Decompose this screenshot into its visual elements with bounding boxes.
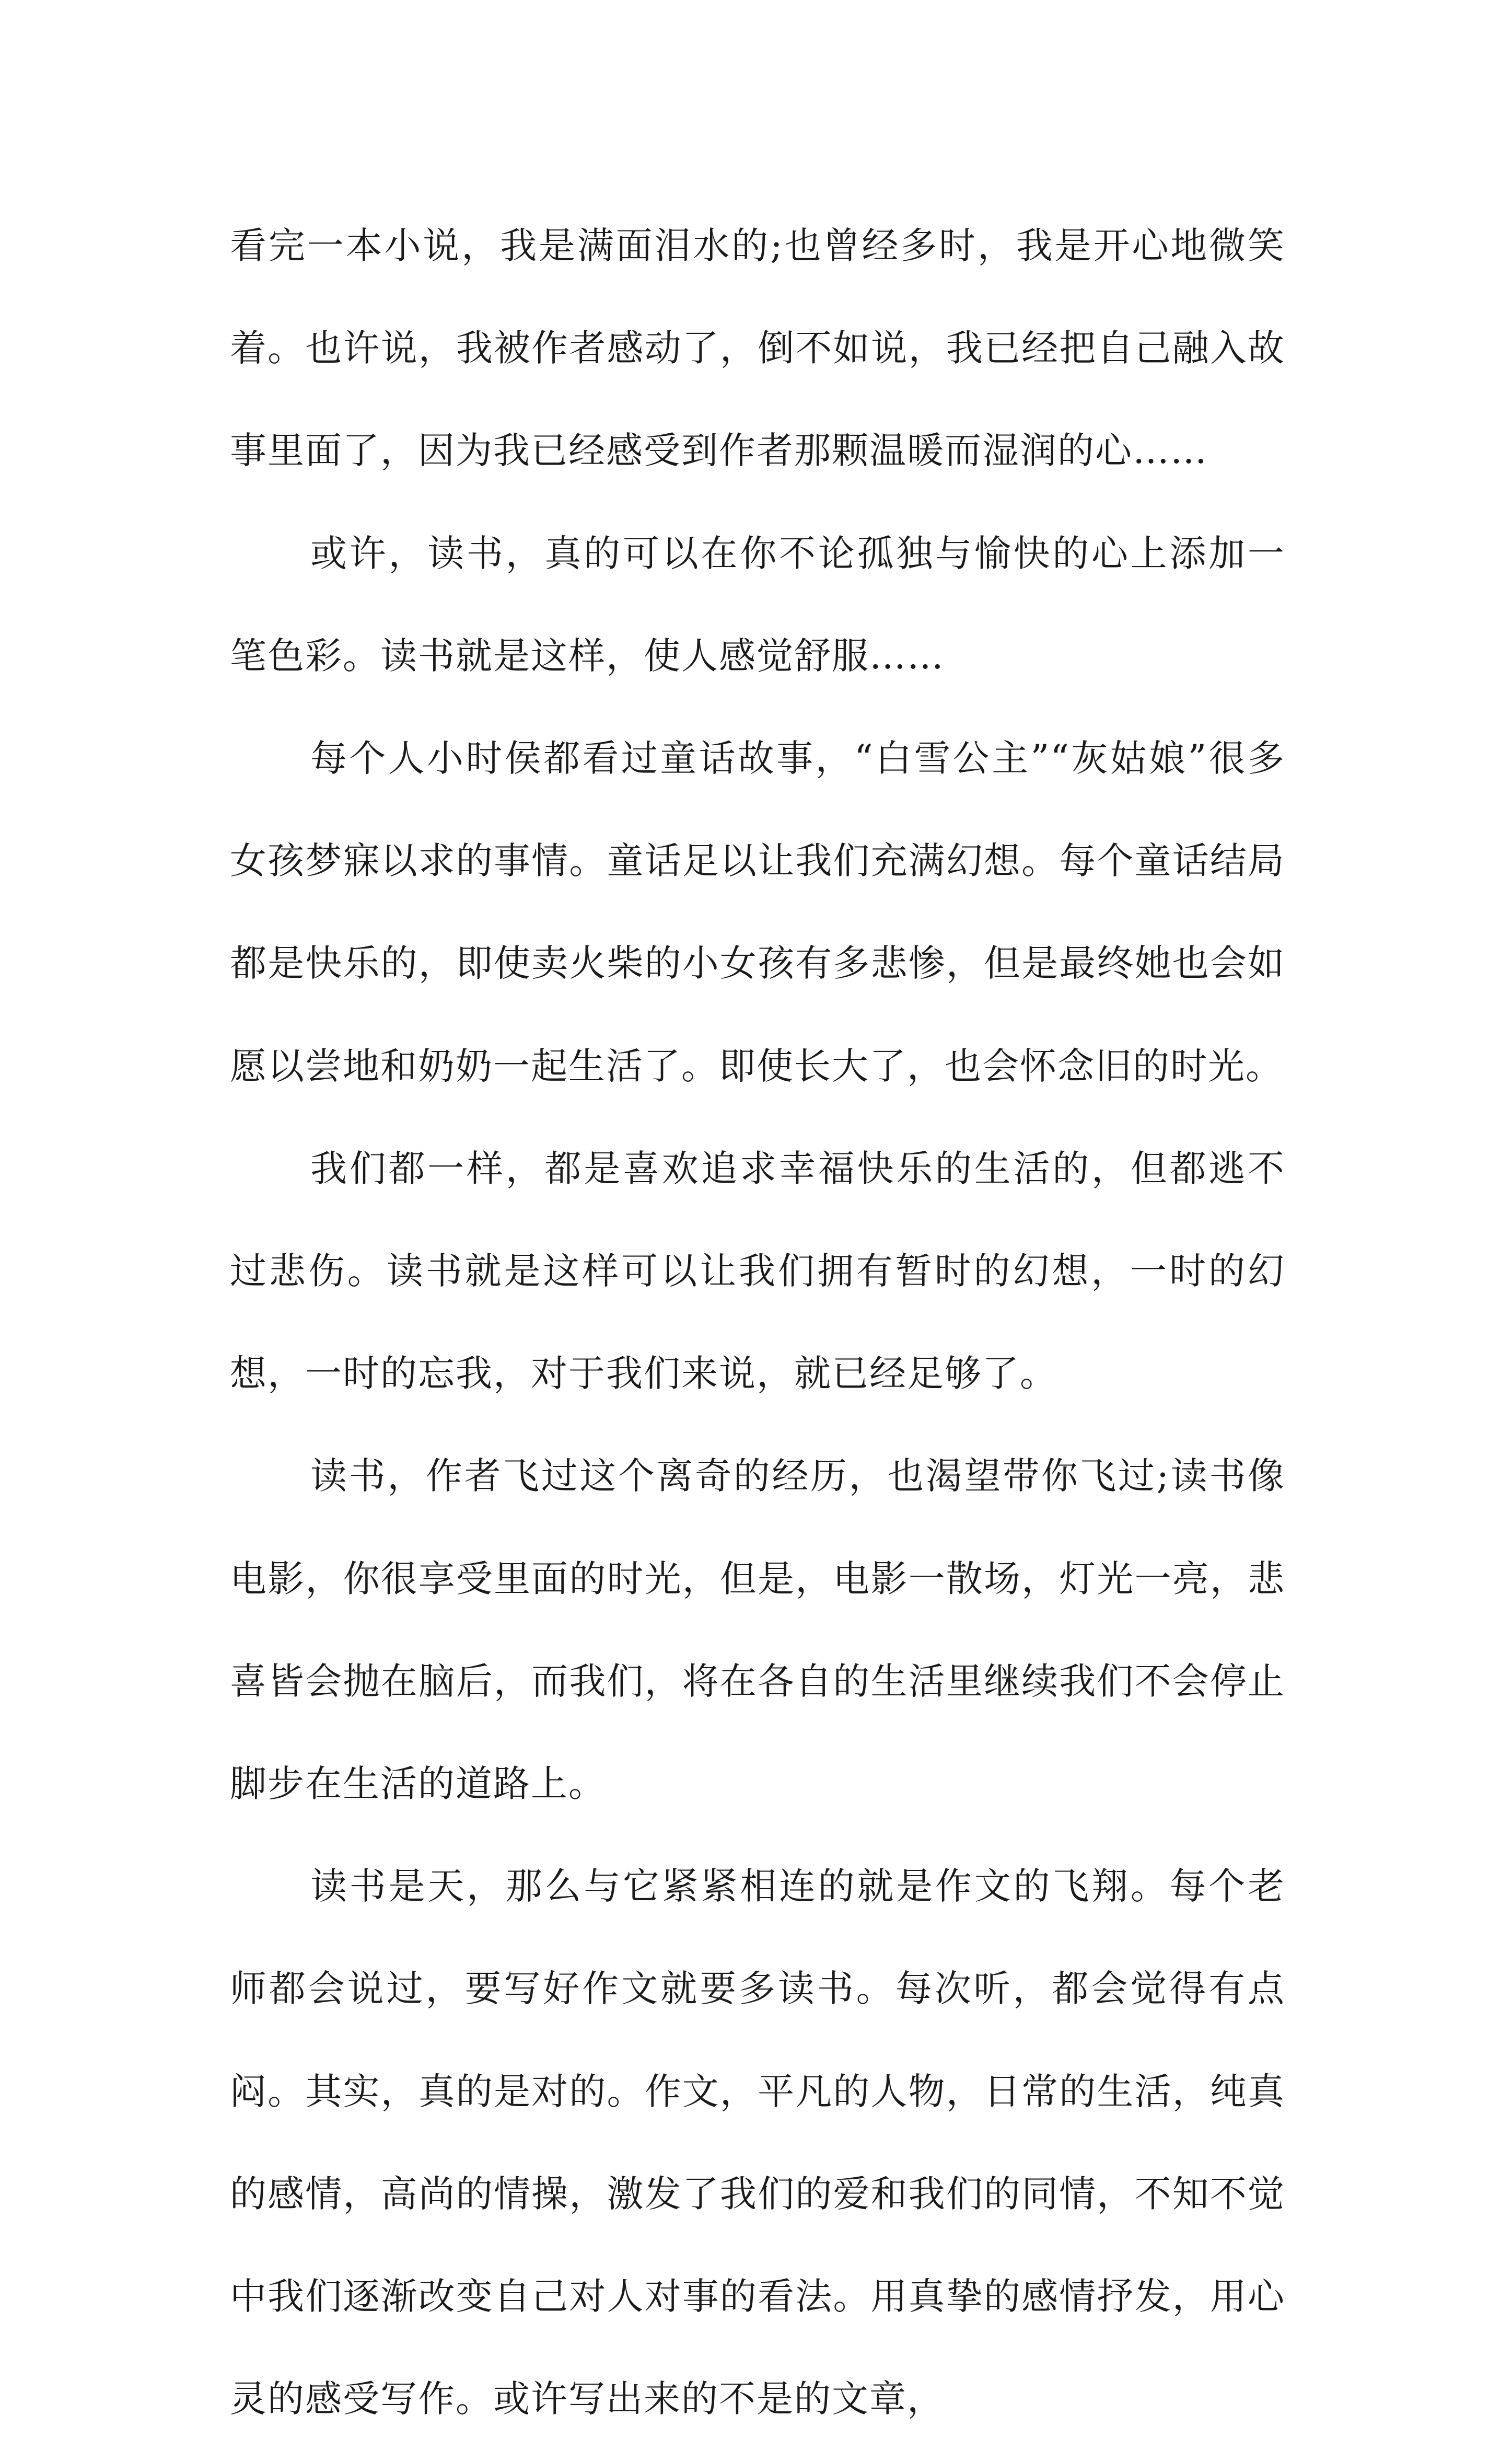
paragraph-1: 看完一本小说，我是满面泪水的;也曾经多时，我是开心地微笑着。也许说，我被作者感动了，倒不如说，我已经把自己融入故事里面了，因为我已经感受到作者那颗温暖而湿润的心…… [230,224,1285,472]
paragraph-4: 我们都一样，都是喜欢追求幸福快乐的生活的，但都逃不过悲伤。读书就是这样可以让我们拥有暂时的幻想，一时的幻想，一时的忘我，对于我们来说，就已经足够了。 [230,1147,1285,1395]
paragraph-2: 或许，读书，真的可以在你不论孤独与愉快的心上添加一笔色彩。读书就是这样，使人感觉舒服…… [230,531,1285,677]
body-text [230,194,1285,2450]
paragraph-6: 读书是天，那么与它紧紧相连的就是作文的飞翔。每个老师都会说过，要写好作文就要多读书。每次听，都会觉得有点闷。其实，真的是对的。作文，平凡的人物，日常的生活，纯真的感情，高尚的情操，激发了我们的爱和我们的同情，不知不觉中我们逐渐改变自己对人对事的看法。用真挚的感情抒发，用心灵的感受写作。或许写出来的不是的文章， [230,1865,1285,2421]
paragraph-3: 每个人小时侯都看过童话故事，“白雪公主”“灰姑娘”很多女孩梦寐以求的事情。童话足以让我们充满幻想。每个童话结局都是快乐的，即使卖火柴的小女孩有多悲惨，但是最终她也会如愿以尝地和奶奶一起生活了。即使长大了，也会怀念旧的时光。 [230,737,1285,1088]
paragraph-5: 读书，作者飞过这个离奇的经历，也渴望带你飞过;读书像电影，你很享受里面的时光，但是，电影一散场，灯光一亮，悲喜皆会抛在脑后，而我们，将在各自的生活里继续我们不会停止脚步在生活的道路上。 [230,1454,1285,1806]
